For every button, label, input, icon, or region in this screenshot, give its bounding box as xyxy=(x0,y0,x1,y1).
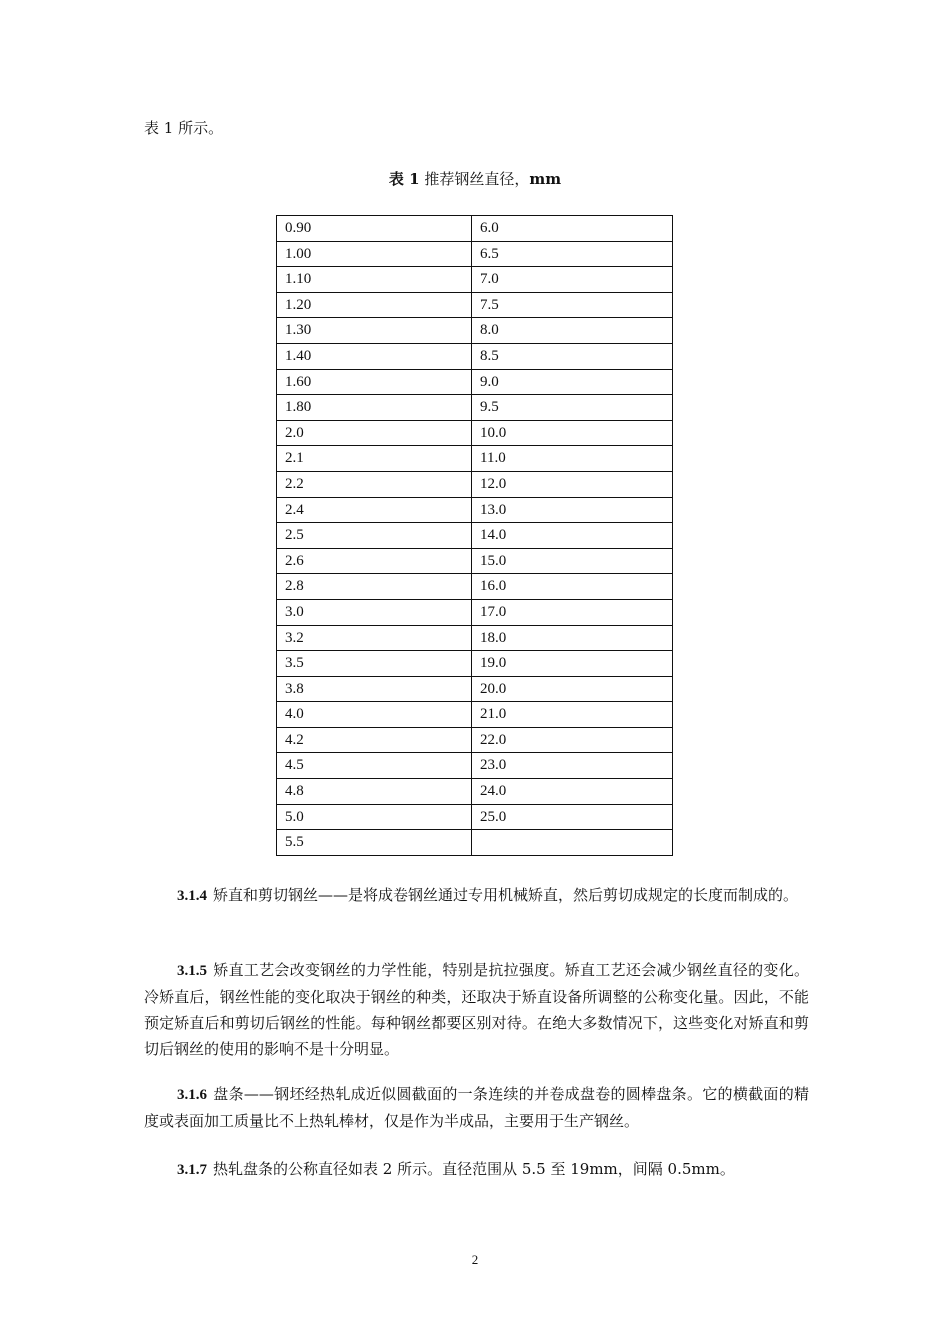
table-row xyxy=(277,804,673,830)
table-row xyxy=(277,292,673,318)
table-cell-col2: 12.0 xyxy=(472,471,673,497)
table-caption-unit: mm xyxy=(529,170,562,188)
table-caption-label: 表 1 xyxy=(388,170,420,188)
table-cell-col1: 1.80 xyxy=(277,395,472,421)
table-row xyxy=(277,471,673,497)
paragraph-3-1-4 xyxy=(144,882,809,909)
table-cell-col2: 6.5 xyxy=(472,241,673,267)
table-cell-col2: 21.0 xyxy=(472,702,673,728)
table-cell-col2: 7.0 xyxy=(472,267,673,293)
table-cell-col2: 24.0 xyxy=(472,779,673,805)
table-cell-col1: 0.90 xyxy=(277,216,472,242)
paragraph-number: 3.1.5 xyxy=(177,963,207,979)
table-row xyxy=(277,420,673,446)
table-cell-col2: 9.5 xyxy=(472,395,673,421)
table-cell-col2: 17.0 xyxy=(472,599,673,625)
table-row xyxy=(277,548,673,574)
table-cell-col1: 3.5 xyxy=(277,651,472,677)
table-row xyxy=(277,599,673,625)
table-cell-col2: 10.0 xyxy=(472,420,673,446)
table-row xyxy=(277,267,673,293)
table-caption xyxy=(0,169,950,189)
table-row xyxy=(277,574,673,600)
table-cell-col2: 25.0 xyxy=(472,804,673,830)
diameter-table xyxy=(276,215,673,856)
table-cell-col1: 2.8 xyxy=(277,574,472,600)
table-cell-col2: 7.5 xyxy=(472,292,673,318)
table-cell-col2: 11.0 xyxy=(472,446,673,472)
table-row xyxy=(277,625,673,651)
table-row xyxy=(277,651,673,677)
table-cell-col1: 3.8 xyxy=(277,676,472,702)
table-cell-col2: 8.0 xyxy=(472,318,673,344)
table-row xyxy=(277,523,673,549)
table-cell-col1: 5.5 xyxy=(277,830,472,856)
paragraph-3-1-6 xyxy=(144,1081,809,1134)
lead-text: 表 1 所示。 xyxy=(144,119,224,137)
paragraph-number: 3.1.6 xyxy=(177,1087,207,1103)
table-row xyxy=(277,830,673,856)
paragraph-3-1-7 xyxy=(144,1156,809,1183)
table-caption-title: 推荐钢丝直径， xyxy=(424,170,530,188)
paragraph-text: 盘条——钢坯经热轧成近似圆截面的一条连续的并卷成盘卷的圆棒盘条。它的横截面的精度或表面加工质量比不上热轧棒材，仅是作为半成品，主要用于生产钢丝。 xyxy=(144,1085,809,1130)
table-row xyxy=(277,497,673,523)
table-cell-col1: 4.8 xyxy=(277,779,472,805)
table-cell-col1: 2.1 xyxy=(277,446,472,472)
table-row xyxy=(277,369,673,395)
paragraph-number: 3.1.4 xyxy=(177,888,207,904)
table-cell-col2: 15.0 xyxy=(472,548,673,574)
table-cell-col2: 22.0 xyxy=(472,727,673,753)
table-cell-col2: 18.0 xyxy=(472,625,673,651)
table-cell-col1: 1.30 xyxy=(277,318,472,344)
table-cell-col1: 3.0 xyxy=(277,599,472,625)
table-row xyxy=(277,702,673,728)
table-cell-col1: 2.5 xyxy=(277,523,472,549)
table-cell-col2: 8.5 xyxy=(472,343,673,369)
table-cell-col2: 23.0 xyxy=(472,753,673,779)
table-row xyxy=(277,676,673,702)
table-cell-col2: 14.0 xyxy=(472,523,673,549)
table-cell-col1: 4.2 xyxy=(277,727,472,753)
table-cell-col2: 20.0 xyxy=(472,676,673,702)
table-cell-col1: 5.0 xyxy=(277,804,472,830)
diameter-table-body xyxy=(277,216,673,856)
table-cell-col1: 4.0 xyxy=(277,702,472,728)
table-row xyxy=(277,241,673,267)
paragraph-text: 矫直工艺会改变钢丝的力学性能，特别是抗拉强度。矫直工艺还会减少钢丝直径的变化。冷矫直后，钢丝性能的变化取决于钢丝的种类，还取决于矫直设备所调整的公称变化量。因此，不能预定矫直后和剪切后钢丝的性能。每种钢丝都要区别对待。在绝大多数情况下，这些变化对矫直和剪切后钢丝的使用的影响不是十分明显。 xyxy=(144,961,809,1058)
table-cell-col2: 16.0 xyxy=(472,574,673,600)
table-row xyxy=(277,395,673,421)
table-cell-col1: 1.00 xyxy=(277,241,472,267)
table-cell-col2 xyxy=(472,830,673,856)
table-cell-col2: 6.0 xyxy=(472,216,673,242)
table-row xyxy=(277,753,673,779)
paragraph-number: 3.1.7 xyxy=(177,1162,207,1178)
table-row xyxy=(277,727,673,753)
table-row xyxy=(277,216,673,242)
table-cell-col1: 2.6 xyxy=(277,548,472,574)
table-cell-col2: 13.0 xyxy=(472,497,673,523)
table-cell-col1: 1.40 xyxy=(277,343,472,369)
paragraph-3-1-5 xyxy=(144,957,809,1062)
table-cell-col1: 2.0 xyxy=(277,420,472,446)
table-cell-col1: 1.10 xyxy=(277,267,472,293)
table-cell-col1: 3.2 xyxy=(277,625,472,651)
paragraph-text: 矫直和剪切钢丝——是将成卷钢丝通过专用机械矫直，然后剪切成规定的长度而制成的。 xyxy=(213,886,799,904)
table-cell-col1: 2.4 xyxy=(277,497,472,523)
table-row xyxy=(277,779,673,805)
paragraph-text: 热轧盘条的公称直径如表 2 所示。直径范围从 5.5 至 19mm，间隔 0.5mm。 xyxy=(213,1160,735,1178)
table-cell-col1: 2.2 xyxy=(277,471,472,497)
table-row xyxy=(277,343,673,369)
table-row xyxy=(277,318,673,344)
table-cell-col1: 4.5 xyxy=(277,753,472,779)
table-cell-col2: 19.0 xyxy=(472,651,673,677)
table-cell-col1: 1.60 xyxy=(277,369,472,395)
page-number: 2 xyxy=(471,1252,479,1267)
table-row xyxy=(277,446,673,472)
table-cell-col2: 9.0 xyxy=(472,369,673,395)
table-cell-col1: 1.20 xyxy=(277,292,472,318)
